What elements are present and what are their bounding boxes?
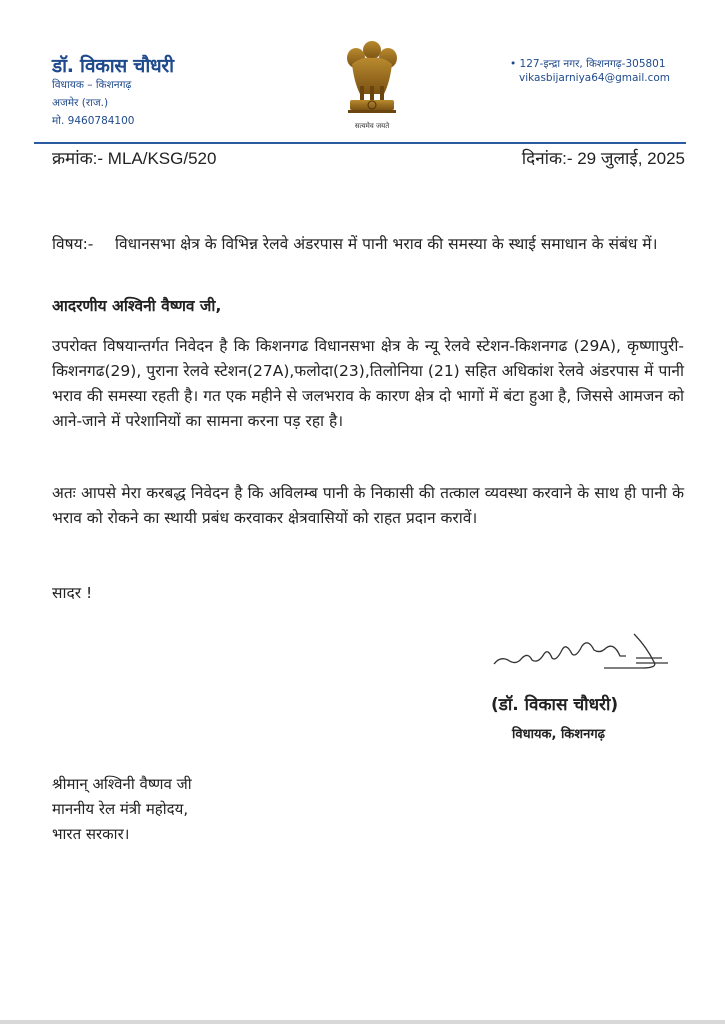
body-paragraph: अतः आपसे मेरा करबद्ध निवेदन है कि अविलम्ब पानी के निकासी की तत्काल व्यवस्था करवाने के साथ ही पानी के भराव को रोकने का स्थायी प्रबंध करवाकर क्षेत्रवासियों को राहत प्रदान करावें।	[52, 484, 684, 527]
bullet-icon: •	[510, 58, 520, 70]
signatory-title: विधायक, किशनगढ़	[512, 727, 605, 742]
letterhead-designation: विधायक – किशनगढ़	[52, 79, 132, 91]
national-emblem	[334, 36, 410, 134]
address-line	[510, 57, 670, 71]
subject-label: विषय:-	[52, 235, 94, 253]
email: vikasbijarniya64@gmail.com	[519, 72, 671, 84]
signatory-name: (डॉ. विकास चौधरी)	[491, 695, 619, 715]
letterhead-mobile: मो. 9460784100	[52, 115, 135, 127]
body-paragraph: उपरोक्त विषयान्तर्गत निवेदन है कि किशनगढ विधानसभा क्षेत्र के न्यू रेलवे स्टेशन-किशनगढ (29A), कृष्णापुरी-किशनगढ(29), पुराना रेलवे स्टेशन(27A),फलोदा(23),तिलोनिया (21) सहित अधिकांश रेलवे अंडरपास में पानी भराव की समस्या रहती है। गत एक महीने से जलभराव के कारण क्षेत्र दो भागों में बंटा हुआ है, जिससे आमजन को आने-जाने में परेशानियों का सामना करना पड़ रहा है।	[52, 337, 684, 430]
addressee-line: श्रीमान् अश्विनी वैष्णव जी	[52, 775, 192, 793]
handwritten-signature	[486, 628, 676, 678]
reference-number: क्रमांक:- MLA/KSG/520	[52, 149, 217, 168]
signature-icon	[486, 628, 676, 678]
letterhead-district: अजमेर (राज.)	[52, 97, 109, 109]
letterhead-name: डॉ. विकास चौधरी	[52, 55, 174, 77]
address: 127-इन्द्रा नगर, किशनगढ़-305801	[519, 58, 666, 70]
emblem-motto: सत्यमेव जयते	[354, 122, 390, 130]
page-edge	[0, 1020, 725, 1024]
letterhead-divider	[34, 142, 686, 144]
letterhead-contact	[510, 57, 670, 85]
addressee-line: भारत सरकार।	[52, 825, 130, 843]
salutation: आदरणीय अश्विनी वैष्णव जी,	[52, 297, 222, 315]
closing: सादर !	[52, 584, 93, 602]
subject-text: विधानसभा क्षेत्र के विभिन्न रेलवे अंडरपास में पानी भराव की समस्या के स्थाई समाधान के संबंध में।	[115, 235, 658, 253]
letter-date: दिनांक:- 29 जुलाई, 2025	[521, 149, 685, 168]
addressee-line: माननीय रेल मंत्री महोदय,	[52, 800, 189, 818]
ashoka-emblem-icon	[334, 36, 410, 134]
